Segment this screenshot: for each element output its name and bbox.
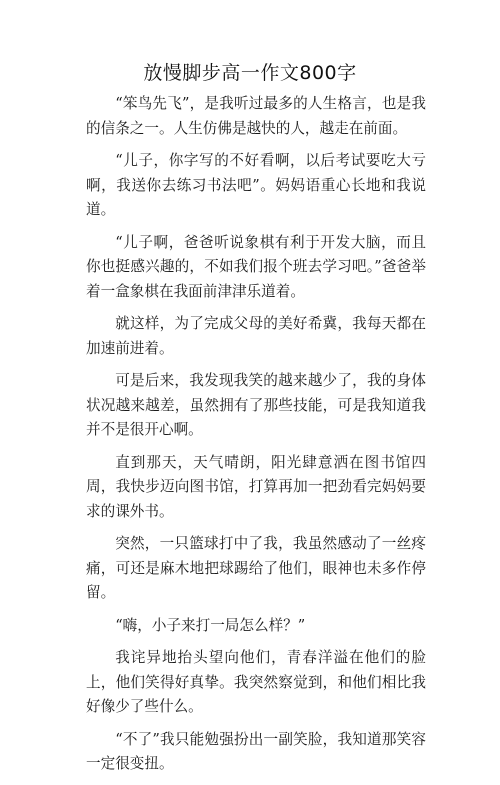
paragraph: “儿子，你字写的不好看啊，以后考试要吃大亏啊，我送你去练习书法吧”。妈妈语重心长地和我说道。	[86, 152, 426, 218]
document-body	[86, 92, 426, 785]
paragraph: 直到那天，天气晴朗，阳光肆意洒在图书馆四周，我快步迈向图书馆，打算再加一把劲看完妈妈要求的课外书。	[86, 453, 426, 520]
paragraph: 可是后来，我发现我笑的越来越少了，我的身体状况越来越差，虽然拥有了那些技能，可是我知道我并不是很开心啊。	[86, 372, 426, 438]
paragraph: “不了”我只能勉强扮出一副笑脸，我知道那笑容一定很变扭。	[86, 730, 426, 772]
paragraph: “笨鸟先飞”，是我听过最多的人生格言，也是我的信条之一。人生仿佛是越快的人，越走在前面。	[86, 95, 426, 137]
paragraph: “儿子啊，爸爸听说象棋有利于开发大脑，而且你也挺感兴趣的，不如我们报个班去学习吧。”爸爸举着一盒象棋在我面前津津乐道着。	[86, 233, 426, 300]
paragraph: 我诧异地抬头望向他们，青春洋溢在他们的脸上，他们笑得好真挚。我突然察觉到，和他们相比我好像少了些什么。	[86, 649, 426, 715]
paragraph: “嗨，小子来打一局怎么样？”	[115, 616, 306, 634]
document-title: 放慢脚步高一作文800字	[143, 62, 357, 84]
paragraph: 突然，一只篮球打中了我，我虽然感动了一丝疼痛，可还是麻木地把球踢给了他们，眼神也未多作停留。	[86, 535, 426, 601]
paragraph: 就这样，为了完成父母的美好希冀，我每天都在加速前进着。	[86, 315, 426, 357]
